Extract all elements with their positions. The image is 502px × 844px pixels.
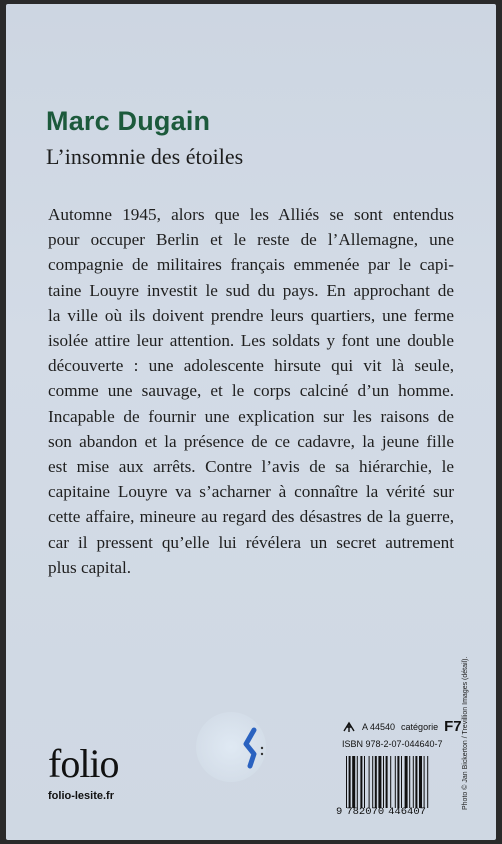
folio-logo: folio (48, 741, 119, 786)
summary-line: la ville où ils doivent prendre leurs quartiers, une ferme (48, 305, 454, 325)
barcode-digit-group: 9 (336, 806, 343, 818)
summary-line: compagnie de militaires français emmenée par le capi- (48, 255, 454, 275)
barcode-digit-group: 782070 (346, 806, 385, 818)
summary-line: car il pressent qu’elle lui révélera un secret autrement (48, 532, 454, 552)
summary-line: Incapable de fournir une explication sur les raisons de (48, 406, 454, 426)
summary-line: découverte : une adolescente hirsute qui vit là seule, (48, 356, 454, 376)
summary-line: taine Louyre investit le sud du pays. En approchant de (48, 280, 454, 300)
publisher-website: folio-lesite.fr (48, 790, 115, 802)
barcode (346, 756, 450, 808)
summary-line: son abandon et la présence de ce cadavre, la jeune fille (48, 431, 454, 451)
book-codes (342, 718, 462, 749)
barcode-digit-group: 446407 (388, 806, 426, 818)
isbn: ISBN 978-2-07-044640-7 (342, 739, 443, 749)
summary-line: Automne 1945, alors que les Alliés se sont entendus (48, 205, 454, 224)
publisher-mark-icon (342, 721, 356, 733)
category-label: catégorie (401, 721, 439, 732)
book-summary (48, 202, 454, 580)
summary-line: cette affaire, mineure au regard des désastres de la guerre, (48, 507, 454, 527)
summary-line: est mise aux arrêts. Contre l’avis de sa hiérarchie, le (48, 457, 454, 477)
summary-line: capitaine Louyre va s’acharner à connaître la vérité sur (48, 482, 454, 502)
sticker-pen-mark-icon (236, 720, 266, 780)
category-value: F7 (444, 718, 462, 735)
reference-code: A 44540 (362, 721, 396, 732)
summary-line: plus capital. (48, 557, 132, 577)
summary-line: isolée attire leur attention. Les soldats y font une double (48, 331, 454, 351)
summary-line: pour occuper Berlin et le reste de l’Allemagne, une (48, 230, 454, 250)
summary-line: comme une sauvage, et le corps calciné d’un homme. (48, 381, 454, 401)
barcode-digits (336, 806, 456, 818)
author-name: Marc Dugain (46, 106, 211, 136)
photo-credit: Photo © Jan Bickerton / Trevillion Images (détail). (462, 656, 469, 810)
book-title: L’insomnie des étoiles (46, 144, 244, 169)
